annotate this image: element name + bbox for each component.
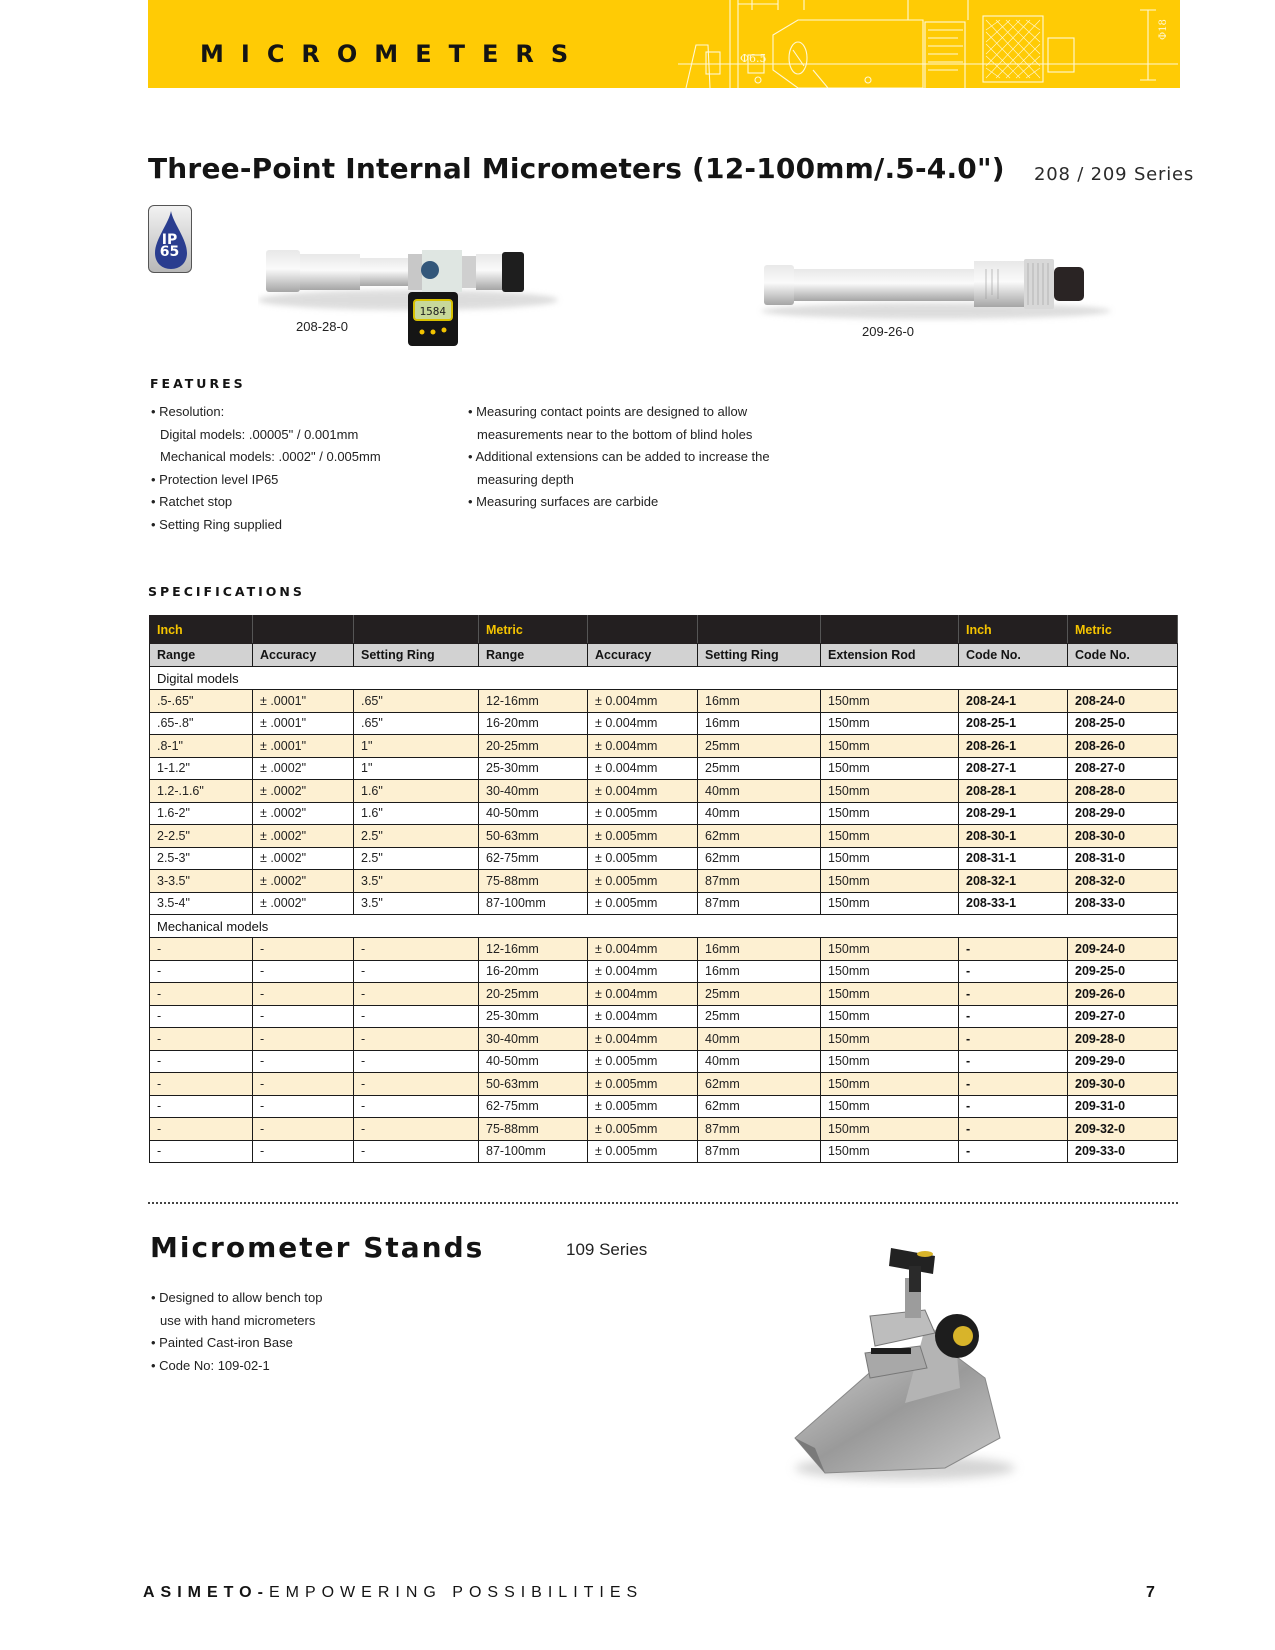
table-cell: 150mm [821, 802, 959, 825]
column-header: Accuracy [588, 644, 698, 667]
table-row [150, 938, 1178, 961]
list-item-text: Additional extensions can be added to increase the [475, 449, 770, 464]
table-cell: 150mm [821, 960, 959, 983]
table-cell: 16mm [698, 938, 821, 961]
table-row [150, 1118, 1178, 1141]
table-cell: ± 0.004mm [588, 938, 698, 961]
list-item-text: Resolution: [159, 404, 225, 419]
header-group-cell [821, 616, 959, 644]
list-item-text: Designed to allow bench top [159, 1290, 323, 1305]
bullet-icon: • [151, 1335, 160, 1350]
ip-badge-line2: 65 [159, 244, 180, 260]
list-item-text: Mechanical models: .0002" / 0.005mm [160, 449, 381, 464]
table-cell: 209-32-0 [1068, 1118, 1178, 1141]
table-cell: .65" [354, 690, 479, 713]
table-cell: ± 0.005mm [588, 1095, 698, 1118]
table-row [150, 825, 1178, 848]
list-item [468, 424, 770, 447]
drawing-label-diameter-large: Φ18 [1158, 19, 1169, 40]
column-header: Setting Ring [354, 644, 479, 667]
table-cell: 208-24-1 [959, 690, 1068, 713]
table-cell: 3.5" [354, 870, 479, 893]
table-cell: 20-25mm [479, 983, 588, 1006]
table-cell: 40mm [698, 780, 821, 803]
list-item-text: use with hand micrometers [160, 1312, 316, 1328]
table-cell: 208-33-1 [959, 892, 1068, 915]
table-cell: 208-25-1 [959, 712, 1068, 735]
table-cell: - [253, 938, 354, 961]
header-group-cell [354, 616, 479, 644]
table-cell: - [959, 1118, 1068, 1141]
table-cell: ± 0.005mm [588, 847, 698, 870]
table-cell: 12-16mm [479, 690, 588, 713]
header-group-cell: Metric [1068, 616, 1178, 644]
table-cell: ± 0.004mm [588, 960, 698, 983]
list-item [468, 469, 770, 492]
table-row [150, 1095, 1178, 1118]
bullet-icon: • [468, 404, 477, 419]
bullet-icon: • [468, 449, 476, 464]
table-header-group-row [150, 616, 1178, 644]
list-item-text: measuring depth [477, 471, 574, 487]
table-cell: - [150, 1073, 253, 1096]
table-row [150, 847, 1178, 870]
table-cell: ± 0.005mm [588, 1073, 698, 1096]
table-cell: - [959, 983, 1068, 1006]
table-row [150, 960, 1178, 983]
column-header: Accuracy [253, 644, 354, 667]
table-cell: - [959, 1073, 1068, 1096]
section-divider [148, 1202, 1178, 1204]
table-cell: 87mm [698, 1118, 821, 1141]
list-item [151, 424, 381, 447]
table-cell: ± .0002" [253, 847, 354, 870]
table-cell: 25-30mm [479, 757, 588, 780]
column-header: Range [479, 644, 588, 667]
header-group-cell [698, 616, 821, 644]
table-cell: 25mm [698, 735, 821, 758]
table-cell: 209-28-0 [1068, 1028, 1178, 1051]
table-cell: - [150, 1005, 253, 1028]
header-group-cell [253, 616, 354, 644]
table-cell: ± .0001" [253, 735, 354, 758]
table-cell: 40-50mm [479, 1050, 588, 1073]
table-cell: 87-100mm [479, 1140, 588, 1163]
table-cell: 62mm [698, 1073, 821, 1096]
table-group-row [150, 667, 1178, 690]
table-cell: 50-63mm [479, 825, 588, 848]
table-cell: 208-33-0 [1068, 892, 1178, 915]
bullet-icon: • [151, 494, 160, 509]
table-cell: ± .0002" [253, 825, 354, 848]
features-heading: FEATURES [150, 376, 246, 391]
list-item-text: Ratchet stop [159, 494, 233, 509]
table-cell: - [253, 983, 354, 1006]
table-cell: 208-30-1 [959, 825, 1068, 848]
features-list-left [151, 401, 381, 536]
table-cell: 150mm [821, 735, 959, 758]
table-cell: - [253, 1118, 354, 1141]
list-item-text: Setting Ring supplied [159, 516, 283, 532]
list-item [468, 401, 770, 424]
table-cell: 208-31-1 [959, 847, 1068, 870]
table-cell: 25-30mm [479, 1005, 588, 1028]
table-cell: .65-.8" [150, 712, 253, 735]
header-group-cell [588, 616, 698, 644]
table-cell: 208-28-1 [959, 780, 1068, 803]
list-item-text: Code No: 109-02-1 [159, 1357, 270, 1373]
table-cell: 20-25mm [479, 735, 588, 758]
table-cell: ± 0.005mm [588, 892, 698, 915]
table-cell: ± 0.004mm [588, 1005, 698, 1028]
table-cell: .8-1" [150, 735, 253, 758]
table-cell: 208-30-0 [1068, 825, 1178, 848]
table-cell: 30-40mm [479, 780, 588, 803]
table-cell: 62-75mm [479, 1095, 588, 1118]
table-header-row [150, 644, 1178, 667]
table-cell: 208-25-0 [1068, 712, 1178, 735]
list-item [468, 446, 770, 469]
table-cell: 150mm [821, 1005, 959, 1028]
table-cell: - [253, 1005, 354, 1028]
stands-series-label: 109 Series [566, 1240, 648, 1259]
features-list-right [468, 401, 770, 514]
table-cell: 150mm [821, 1140, 959, 1163]
table-row [150, 1050, 1178, 1073]
bullet-icon: • [151, 1357, 160, 1373]
bullet-icon: • [151, 1290, 160, 1305]
table-cell: - [253, 1050, 354, 1073]
page-number: 7 [1146, 1584, 1155, 1601]
specifications-heading: SPECIFICATIONS [148, 584, 305, 599]
table-row [150, 757, 1178, 780]
series-label: 208 / 209 Series [1034, 164, 1195, 185]
table-cell: - [354, 1073, 479, 1096]
table-cell: ± 0.004mm [588, 735, 698, 758]
table-cell: 209-31-0 [1068, 1095, 1178, 1118]
table-cell: - [959, 1095, 1068, 1118]
column-header: Code No. [1068, 644, 1178, 667]
column-header: Range [150, 644, 253, 667]
table-row [150, 983, 1178, 1006]
drawing-label-diameter-small: Φ6.5 [740, 52, 767, 65]
table-cell: 30-40mm [479, 1028, 588, 1051]
table-cell: 150mm [821, 780, 959, 803]
table-cell: 208-24-0 [1068, 690, 1178, 713]
ip65-badge-text [149, 234, 190, 258]
table-row [150, 892, 1178, 915]
table-cell: 150mm [821, 1050, 959, 1073]
list-item-text: Measuring contact points are designed to allow [476, 404, 748, 419]
table-row [150, 690, 1178, 713]
table-cell: 25mm [698, 1005, 821, 1028]
list-item [151, 1355, 323, 1378]
table-cell: 62-75mm [479, 847, 588, 870]
footer-slogan: EMPOWERING POSSIBILITIES [268, 1584, 644, 1601]
table-cell: 16mm [698, 712, 821, 735]
table-cell: 50-63mm [479, 1073, 588, 1096]
bullet-icon: • [151, 516, 160, 532]
image-caption-mechanical: 209-26-0 [862, 324, 915, 339]
table-cell: - [150, 983, 253, 1006]
table-cell: 2.5" [354, 847, 479, 870]
table-cell: 150mm [821, 1118, 959, 1141]
table-row [150, 780, 1178, 803]
table-cell: - [253, 1140, 354, 1163]
table-cell: 16mm [698, 690, 821, 713]
table-cell: 87mm [698, 1140, 821, 1163]
header-banner [148, 0, 1180, 88]
table-cell: 40mm [698, 1050, 821, 1073]
micrometer-line-drawing-icon [678, 0, 1180, 88]
specifications-table [149, 615, 1178, 1163]
table-cell: ± 0.004mm [588, 780, 698, 803]
group-label: Digital models [150, 667, 1178, 690]
table-cell: 16-20mm [479, 712, 588, 735]
table-cell: 16mm [698, 960, 821, 983]
bullet-icon: • [468, 494, 477, 509]
table-cell: 150mm [821, 938, 959, 961]
table-cell: - [150, 1095, 253, 1118]
table-cell: 208-32-0 [1068, 870, 1178, 893]
table-cell: ± .0002" [253, 802, 354, 825]
list-item [151, 469, 381, 492]
table-cell: 150mm [821, 870, 959, 893]
table-cell: ± 0.005mm [588, 870, 698, 893]
table-row [150, 735, 1178, 758]
table-cell: 150mm [821, 712, 959, 735]
table-cell: 150mm [821, 1095, 959, 1118]
list-item-text: measurements near to the bottom of blind holes [477, 426, 753, 442]
table-cell: - [150, 1028, 253, 1051]
table-cell: ± .0001" [253, 690, 354, 713]
table-cell: - [253, 1095, 354, 1118]
table-row [150, 1005, 1178, 1028]
table-cell: ± .0002" [253, 780, 354, 803]
micrometer-stand-image [785, 1238, 1025, 1488]
table-cell: - [253, 960, 354, 983]
lcd-display-reading: 1584 [419, 305, 446, 318]
table-cell: 208-26-1 [959, 735, 1068, 758]
table-cell: - [150, 1140, 253, 1163]
table-cell: 209-26-0 [1068, 983, 1178, 1006]
stands-feature-list [151, 1287, 323, 1377]
table-cell: 40mm [698, 802, 821, 825]
table-cell: 2.5-3" [150, 847, 253, 870]
header-group-cell: Metric [479, 616, 588, 644]
table-cell: 1.2-.1.6" [150, 780, 253, 803]
list-item [151, 1332, 323, 1355]
banner-title: MICROMETERS [200, 40, 586, 68]
table-cell: 208-26-0 [1068, 735, 1178, 758]
table-cell: - [959, 938, 1068, 961]
ip65-badge [148, 205, 192, 273]
table-cell: 208-32-1 [959, 870, 1068, 893]
column-header: Code No. [959, 644, 1068, 667]
table-cell: 208-27-1 [959, 757, 1068, 780]
table-cell: ± 0.005mm [588, 825, 698, 848]
table-cell: 1-1.2" [150, 757, 253, 780]
list-item-text: Protection level IP65 [159, 471, 279, 487]
table-cell: 2.5" [354, 825, 479, 848]
table-cell: - [354, 960, 479, 983]
table-cell: 3-3.5" [150, 870, 253, 893]
table-cell: 208-29-0 [1068, 802, 1178, 825]
table-cell: 1.6" [354, 780, 479, 803]
column-header: Extension Rod [821, 644, 959, 667]
footer-brand: ASIMETO- [143, 1584, 269, 1601]
table-cell: 209-29-0 [1068, 1050, 1178, 1073]
list-item [151, 1310, 323, 1333]
table-row [150, 1028, 1178, 1051]
table-cell: - [150, 938, 253, 961]
table-cell: 12-16mm [479, 938, 588, 961]
table-cell: - [959, 1028, 1068, 1051]
table-row [150, 712, 1178, 735]
table-cell: ± 0.004mm [588, 1028, 698, 1051]
table-cell: 75-88mm [479, 870, 588, 893]
table-cell: - [150, 960, 253, 983]
table-cell: 3.5-4" [150, 892, 253, 915]
table-cell: 209-24-0 [1068, 938, 1178, 961]
table-cell: 16-20mm [479, 960, 588, 983]
table-cell: - [354, 1028, 479, 1051]
table-cell: - [354, 983, 479, 1006]
table-cell: - [253, 1073, 354, 1096]
table-cell: ± .0002" [253, 870, 354, 893]
table-row [150, 1073, 1178, 1096]
table-cell: ± 0.004mm [588, 983, 698, 1006]
table-cell: ± .0002" [253, 892, 354, 915]
table-cell: - [354, 938, 479, 961]
list-item [151, 491, 381, 514]
table-cell: 25mm [698, 757, 821, 780]
table-cell: 208-28-0 [1068, 780, 1178, 803]
table-row [150, 802, 1178, 825]
table-cell: 209-25-0 [1068, 960, 1178, 983]
table-cell: - [354, 1095, 479, 1118]
table-cell: 1" [354, 735, 479, 758]
table-cell: 3.5" [354, 892, 479, 915]
list-item [468, 491, 770, 514]
table-cell: 150mm [821, 983, 959, 1006]
table-cell: ± 0.005mm [588, 1140, 698, 1163]
table-cell: ± 0.005mm [588, 1050, 698, 1073]
stands-title: Micrometer Stands [150, 1231, 485, 1264]
table-cell: 1.6-2" [150, 802, 253, 825]
table-cell: 1.6" [354, 802, 479, 825]
table-cell: - [959, 1140, 1068, 1163]
bullet-icon: • [151, 471, 160, 487]
table-cell: 2-2.5" [150, 825, 253, 848]
list-item [151, 514, 381, 537]
footer-tagline [143, 1584, 643, 1602]
table-cell: 208-27-0 [1068, 757, 1178, 780]
table-cell: 62mm [698, 825, 821, 848]
table-cell: 75-88mm [479, 1118, 588, 1141]
table-cell: - [354, 1050, 479, 1073]
table-cell: - [354, 1005, 479, 1028]
bullet-icon: • [151, 404, 160, 419]
table-cell: 150mm [821, 847, 959, 870]
table-cell: ± 0.004mm [588, 757, 698, 780]
table-cell: ± 0.004mm [588, 712, 698, 735]
table-cell: - [253, 1028, 354, 1051]
header-group-cell: Inch [150, 616, 253, 644]
table-row [150, 870, 1178, 893]
table-cell: - [150, 1050, 253, 1073]
table-cell: .5-.65" [150, 690, 253, 713]
table-cell: 1" [354, 757, 479, 780]
table-cell: ± .0002" [253, 757, 354, 780]
table-cell: ± 0.004mm [588, 690, 698, 713]
table-cell: 150mm [821, 1073, 959, 1096]
table-cell: 150mm [821, 1028, 959, 1051]
table-group-row [150, 915, 1178, 938]
table-cell: 150mm [821, 825, 959, 848]
table-cell: 150mm [821, 892, 959, 915]
column-header: Setting Ring [698, 644, 821, 667]
table-cell: .65" [354, 712, 479, 735]
image-caption-digital: 208-28-0 [296, 319, 349, 334]
table-row [150, 1140, 1178, 1163]
table-cell: ± .0001" [253, 712, 354, 735]
table-cell: 209-33-0 [1068, 1140, 1178, 1163]
page-title: Three-Point Internal Micrometers (12-100mm/.5-4.0") [148, 152, 1005, 185]
table-cell: 25mm [698, 983, 821, 1006]
table-cell: - [354, 1140, 479, 1163]
header-group-cell: Inch [959, 616, 1068, 644]
table-cell: 40-50mm [479, 802, 588, 825]
list-item [151, 1287, 323, 1310]
table-cell: 62mm [698, 847, 821, 870]
list-item-text: Measuring surfaces are carbide [476, 494, 659, 509]
table-cell: - [959, 1005, 1068, 1028]
table-cell: 208-29-1 [959, 802, 1068, 825]
table-cell: 40mm [698, 1028, 821, 1051]
table-cell: 87mm [698, 870, 821, 893]
list-item [151, 446, 381, 469]
table-cell: - [959, 960, 1068, 983]
table-cell: - [959, 1050, 1068, 1073]
table-cell: 87mm [698, 892, 821, 915]
table-cell: 62mm [698, 1095, 821, 1118]
mechanical-micrometer-image [756, 255, 1116, 325]
table-cell: 150mm [821, 757, 959, 780]
table-cell: ± 0.005mm [588, 802, 698, 825]
group-label: Mechanical models [150, 915, 1178, 938]
table-cell: 209-27-0 [1068, 1005, 1178, 1028]
list-item-text: Painted Cast-iron Base [159, 1335, 293, 1350]
list-item-text: Digital models: .00005" / 0.001mm [160, 426, 359, 442]
table-cell: 209-30-0 [1068, 1073, 1178, 1096]
table-cell: - [150, 1118, 253, 1141]
table-cell: ± 0.005mm [588, 1118, 698, 1141]
table-cell: 150mm [821, 690, 959, 713]
table-cell: 87-100mm [479, 892, 588, 915]
ip-badge-line1: IP [161, 232, 178, 248]
table-cell: - [354, 1118, 479, 1141]
list-item [151, 401, 381, 424]
table-cell: 208-31-0 [1068, 847, 1178, 870]
